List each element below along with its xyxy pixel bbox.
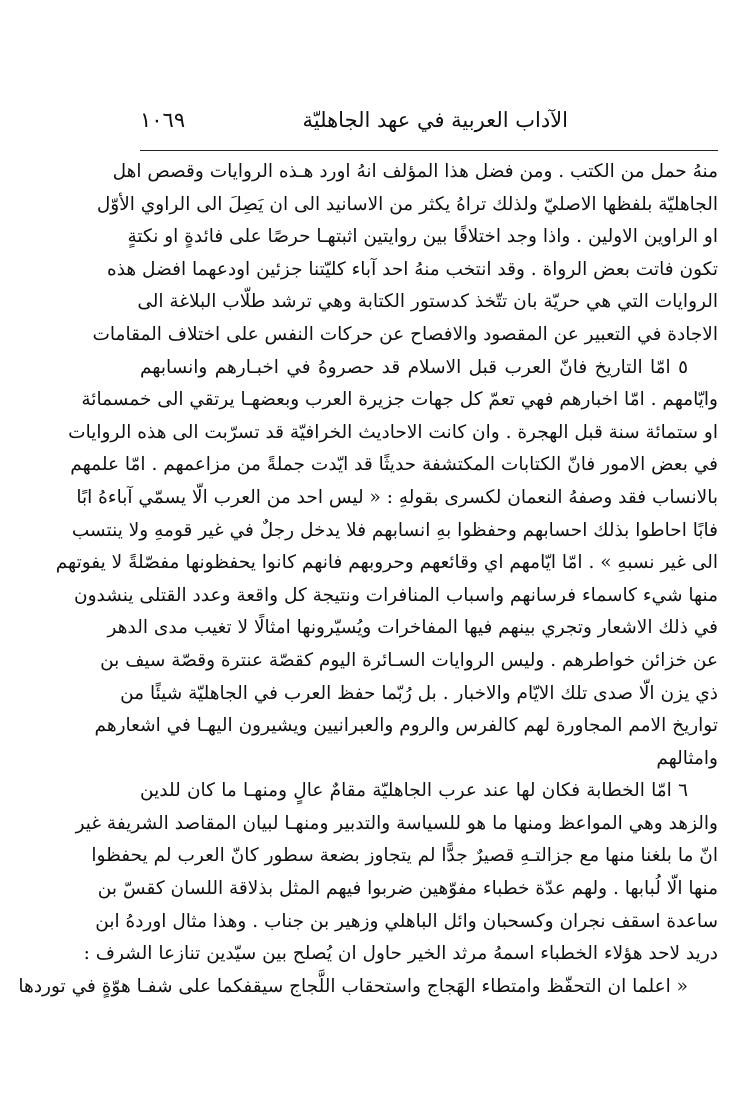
text-line: دريد لاحد هؤلاء الخطباء اسمهُ مرثد الخير حاول ان يُصلح بين سيّدين تنازعا الشرف : (83, 943, 718, 965)
text-line: او الراوين الاولين . واذا وجد اختلافًا بين روايتين اثبتهـا حرصًا على فائدةٍ او نكتةٍ (127, 226, 718, 248)
page-number: ١٠٦٩ (140, 108, 186, 132)
text-line: منهُ حمل من الكتب . ومن فضل هذا المؤلف انهُ اورد هـذه الروايات وقصص اهل (112, 161, 718, 182)
text-line: وامثالهم (656, 747, 718, 769)
text-line: ساعدة اسقف نجران وكسحبان وائل الباهلي وزهير بن جناب . وهذا مثال اوردهُ ابن (95, 910, 718, 932)
text-line: انّ ما بلغنا منها مع جزالتـهِ قصيرٌ جدًّا لم يتجاوز بضعة سطور كانّ العرب لم يحفظوا (91, 845, 718, 867)
paragraph-5-start: ٥ امّا التاريخ فانّ العرب قبل الاسلام قد حصروهُ في اخبـارهم وانسابهم (140, 356, 688, 378)
text-line: او ستمائة سنة قبل الهجرة . وان كانت الاحاديث الخرافيّة قد تسرّبت الى هذه الروايات (68, 421, 718, 443)
text-line: الجاهليّة بلفظها الاصليّ ولذلك تراهُ يكثر من الاسانيد الى ان يَصِلَ الى الراوي الأوّل (96, 193, 718, 215)
text-line: فابًا احاطوا بذلك احسابهم وحفظوا بهِ انسابهم فلا يدخل رجلٌ في غير قومهِ ولا ينتسب (71, 519, 718, 541)
paragraph-6-start: ٦ امّا الخطابة فكان لها عند عرب الجاهليّة مقامٌ عالٍ ومنهـا ما كان للدين (140, 780, 688, 802)
header-divider (140, 150, 718, 151)
body-text (18, 156, 718, 1003)
text-line: منها شيء كاسماء فرسانهم واسباب المنافرات ونتيجة كل واقعة وعدد القتلى ينشدون (74, 584, 718, 606)
text-line: تكون فاتت بعض الرواة . وقد انتخب منهُ احد آباء كليّتنا جزئين اودعهما افضل هذه (107, 258, 718, 280)
text-line: الى غير نسبهِ » . امّا ايّامهم اي وقائعهم وحروبهم فانهم كانوا يحفظونها مفصّلةً لا يفوتهم (55, 552, 718, 574)
text-line: الاجادة في التعبير عن المقصود والافصاح عن حركات النفس على اختلاف المقامات (92, 323, 718, 345)
text-line: في بعض الامور فانّ الكتابات المكتشفة حديثًا قد ايّدت جملةً من مزاعمهم . امّا علمهم (70, 454, 718, 476)
text-line: وايّامهم . امّا اخبارهم فهي تعمّ كل جهات جزيرة العرب وبعضهـا يرتقي الى خمسمائة (81, 389, 718, 411)
running-title: الآداب العربية في عهد الجاهليّة (302, 108, 568, 132)
text-line: عن خزائن خواطرهم . وليس الروايات السـائرة اليوم كقصّة عنترة وقصّة سيف بن (100, 649, 718, 671)
text-line: في ذلك الاشعار وتجري بينهم فيها المفاخرات ويُسيّرونها امثالًا لا تغيب مدى الدهر (107, 617, 718, 639)
text-line: والزهد وهي المواعظ ومنها ما هو للسياسة والتدبير ومنهـا لبيان المقاصد الشريفة غير (75, 812, 718, 834)
page-header (140, 106, 718, 142)
quote-line: « اعلما ان التحفّظ وامتطاء الهَجاج واستحقاب اللَّجاج سيقفكما على شفـا هوّةٍ في توردها (18, 975, 688, 997)
text-line: بالانساب فقد وصفهُ النعمان لكسرى بقولهِ : « ليس احد من العرب الّا يسمّي آباءهُ ابًا (76, 486, 718, 508)
text-line: منها الّا لُبابها . ولهم عدّة خطباء مفوّهين ضربوا فيهم المثل بذلاقة اللسان كقسّ بن (97, 878, 718, 900)
text-line: الروايات التي هي حريّة بان تتّخذ كدستور الكتابة وهي ترشد طلّاب البلاغة الى (137, 291, 718, 313)
text-line: تواريخ الامم المجاورة لهم كالفرس والروم والعبرانيين ويشيرون اليهـا في اشعارهم (94, 715, 718, 737)
text-line: ذي يزن الّا صدى تلك الايّام والاخبار . بل رُبّما حفظ العرب في الجاهليّة شيئًا من (120, 682, 718, 704)
